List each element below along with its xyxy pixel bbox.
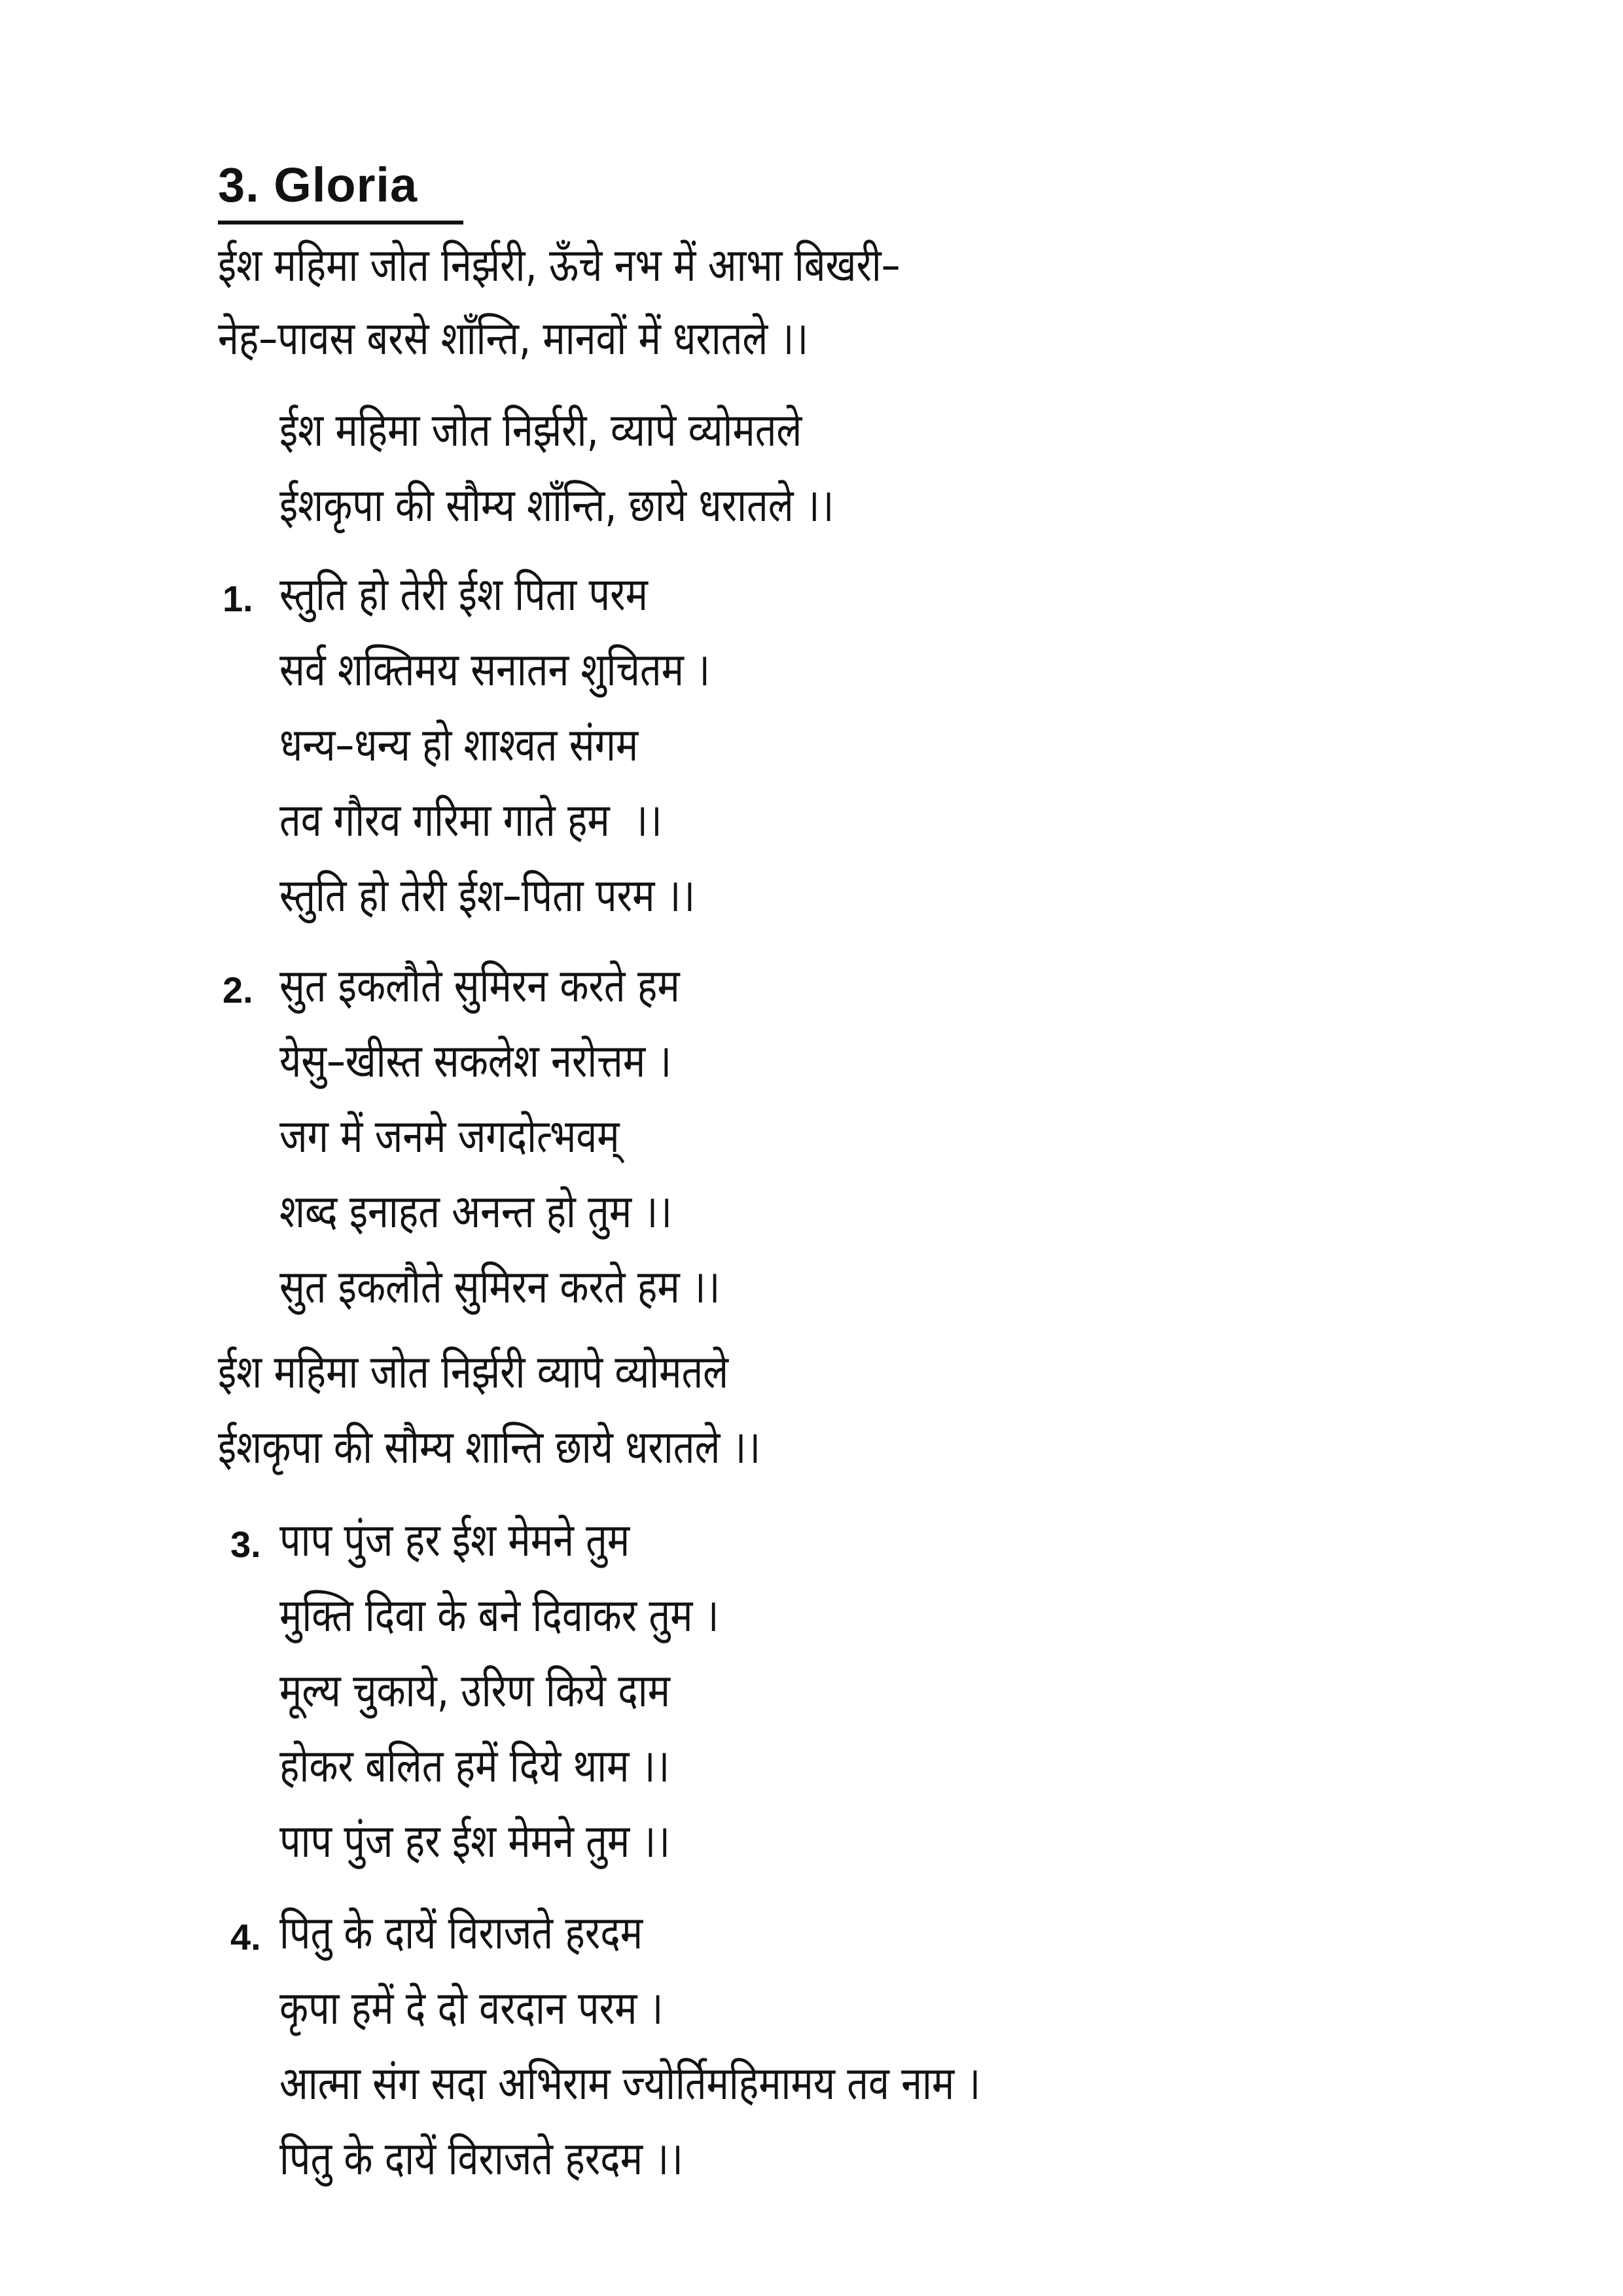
refrain-b-line-1: ईश महिमा जोत निर्झरी, व्यापे व्योमतले: [279, 403, 802, 457]
verse-3-line-4: होकर बलित हमें दिये थाम ।।: [279, 1739, 670, 1793]
title-underline: [218, 221, 463, 224]
verse-4-line-2: कृपा हमें दे दो वरदान परम ।: [279, 1981, 664, 2035]
refrain-b-line-2: ईशकृपा की सौम्य शाँन्ति, छाये धरातले ।।: [279, 478, 834, 532]
verse-4-line-4: पितु के दायें विराजते हरदम ।।: [279, 2132, 683, 2185]
verse-1-number: 1.: [223, 578, 253, 619]
refrain-c-line-1: ईश महिमा जोत निर्झरी व्यापे व्योमतले: [218, 1345, 729, 1399]
verse-2-line-2: येसु–खीस्त सकलेश नरोत्तम ।: [279, 1034, 672, 1088]
verse-4-number: 4.: [230, 1916, 261, 1958]
verse-2-line-1: सुत इकलौते सुमिरन करते हम: [279, 959, 680, 1013]
verse-3-line-2: मुक्ति दिवा के बने दिवाकर तुम ।: [279, 1588, 719, 1642]
refrain-c-line-2: ईशकृपा की सौम्य शान्ति छाये धरातले ।।: [218, 1420, 761, 1474]
refrain-a-line-2: नेह–पावस बरसे शाँन्ति, मानवों में धरातले ।।: [218, 312, 809, 365]
verse-1-line-3: धन्य–धन्य हो शाश्वत संगम: [279, 718, 639, 772]
verse-1-line-2: सर्व शक्तिमय सनातन शुचितम ।: [279, 643, 710, 696]
verse-4-line-3: आत्मा संग सदा अभिराम ज्योर्तिमहिमामय तव नाम ।: [279, 2056, 981, 2110]
refrain-a-line-1: ईश महिमा जोत निर्झरी, ऊँचे नभ में आभा बिखरी–: [218, 238, 901, 292]
verse-1-line-4: तव गौरव गरिमा गाते हम ।।: [279, 793, 662, 847]
verse-4-line-1: पितु के दायें विराजते हरदम: [279, 1906, 643, 1960]
verse-2-number: 2.: [223, 969, 253, 1011]
verse-3-number: 3.: [230, 1524, 261, 1565]
verse-1-line-5: स्तुति हो तेरी ईश–पिता परम ।।: [279, 869, 696, 922]
verse-3-line-5: पाप पुंज हर ईश मेमने तुम ।।: [279, 1814, 670, 1868]
verse-1-line-1: स्तुति हो तेरी ईश पिता परम: [279, 567, 648, 621]
verse-2-line-4: शब्द इनाहत अनन्त हो तुम ।।: [279, 1185, 672, 1238]
verse-3-line-1: पाप पुंज हर ईश मेमने तुम: [279, 1513, 630, 1567]
verse-2-line-5: सुत इकलौते सुमिरन करते हम ।।: [279, 1260, 721, 1314]
verse-2-line-3: जग में जनमे जगदोत्भवम्: [279, 1109, 620, 1163]
page-title: 3. Gloria: [218, 158, 418, 212]
verse-3-line-3: मूल्य चुकाये, उरिण किये दाम: [279, 1664, 670, 1717]
